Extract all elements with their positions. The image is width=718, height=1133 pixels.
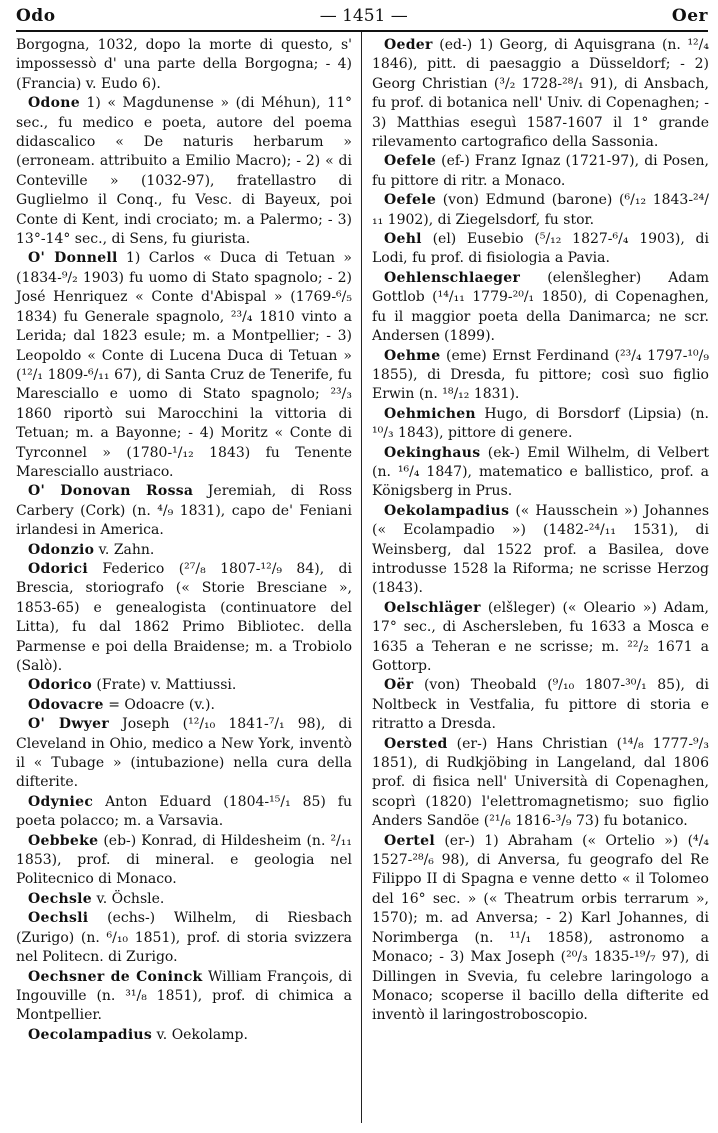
header-right-catchword: Oer [671, 6, 708, 26]
dictionary-entry [372, 152, 709, 191]
dictionary-entry [372, 735, 709, 832]
entry-text: v. Zahn. [94, 541, 155, 558]
entry-headword: Oekolampadius [384, 502, 510, 519]
dictionary-entry [16, 249, 352, 482]
dictionary-entry [372, 405, 709, 444]
dictionary-entry [16, 482, 352, 540]
entry-text: (von) Edmund (barone) (⁶/₁₂ 1843-²⁴/₁₁ 1902), di Ziegelsdorf, fu stor. [372, 192, 709, 228]
left-column [16, 36, 352, 1045]
entry-headword: Odyniec [28, 793, 94, 810]
dictionary-entry [372, 269, 709, 347]
entry-text: Federico (²⁷/₈ 1807-¹²/₉ 84), di Brescia, storiografo (« Storie Bresciane », 1853-65) e genealogista (continuatore del Litta), fu dal 1862 Primo Bibliotec. della Parmense e poi della Braidense; m. a Trobiolo (Salò). [16, 560, 352, 674]
entry-text: = Odoacre (v.). [103, 696, 215, 713]
entry-text: (echs-) Wilhelm, di Riesbach (Zurigo) (n. ⁶/₁₀ 1851), prof. di storia svizzera nel Politecn. di Zurigo. [16, 910, 352, 966]
entry-headword: Oehl [384, 231, 422, 248]
entry-headword: Oefele [384, 153, 437, 170]
entry-headword: Oecolampadius [28, 1026, 153, 1043]
dictionary-entry [16, 541, 352, 560]
entry-text: Borgogna, 1032, dopo la morte di questo, s' impossessò d' una parte della Borgogna; - 4) (Francia) v. Eudo 6). [16, 37, 352, 92]
dictionary-entry [16, 909, 352, 967]
entry-headword: Oefele [384, 192, 437, 209]
entry-headword: Oelschläger [384, 599, 481, 616]
entry-headword: O' Donovan Rossa [28, 483, 194, 500]
dictionary-entry [372, 676, 709, 734]
entry-headword: Oehlenschlaeger [384, 269, 521, 286]
entry-headword: Odorico [28, 677, 92, 694]
dictionary-entry [16, 36, 352, 94]
dictionary-entry [16, 696, 352, 715]
entry-headword: Oehme [384, 347, 441, 364]
dictionary-entry [372, 832, 709, 1026]
entry-headword: Oekinghaus [384, 444, 481, 461]
entry-headword: Oechsner de Coninck [28, 968, 203, 985]
dictionary-entry [372, 36, 709, 152]
entry-text: (ed-) 1) Georg, di Aquisgrana (n. ¹²/₄ 1846), pitt. di paesaggio a Düsseldorf; - 2) Georg Christian (³/₂ 1728-²⁸/₁ 91), di Ansbach, fu prof. di botanica nell' Univ. di Copenaghen; - 3) Matthias eseguì 1587-1607 il 1° grande rilevamento cartografico della Sassonia. [372, 37, 709, 151]
entry-text: (er-) 1) Abraham (« Ortelio ») (⁴/₄ 1527-²⁸/₆ 98), di Anversa, fu geografo del Re Filippo II di Spagna e venne detto « il Tolomeo del 16° sec. » (« Theatrum orbis terrarum », 1570); m. ad Anversa; - 2) Karl Johannes, di Norimberga (n. ¹¹/₁ 1858), astronomo a Monaco; - 3) Max Joseph (²⁰/₃ 1835-¹⁹/₇ 97), di Dillingen in Svevia, fu celebre laringologo a Monaco; scoperse il bacillo della difterite ed inventò il laringostroboscopio. [372, 832, 709, 1024]
dictionary-entry [16, 890, 352, 909]
entry-text: 1) Carlos « Duca di Tetuan » (1834-⁹/₂ 1903) fu uomo di Stato spagnolo; - 2) José Henriquez « Conte d'Abispal » (1769-⁶/₅ 1834) fu Generale spagnolo, ²³/₄ 1810 vinto a Lerida; dal 1823 esule; m. a Montpellier; - 3) Leopoldo « Conte di Lucena Duca di Tetuan » (¹²/₁ 1809-⁶/₁₁ 67), di Santa Cruz de Tenerife, fu Maresciallo e uomo di Stato spagnolo; ²³/₃ 1860 riportò sui Marocchini la vittoria di Tetuan; m. a Bayonne; - 4) Moritz « Conte di Tyrconnel » (1780-¹/₁₂ 1843) fu Tenente Maresciallo austriaco. [16, 250, 352, 480]
dictionary-entry [372, 347, 709, 405]
entry-headword: Odorici [28, 560, 88, 577]
entry-headword: Odovacre [28, 696, 104, 713]
entry-headword: Oertel [384, 832, 435, 849]
entry-headword: Oeder [384, 37, 433, 53]
dictionary-entry [372, 599, 709, 677]
dictionary-entry [16, 1026, 352, 1045]
dictionary-entry [16, 793, 352, 832]
entry-text: William François, di Ingouville (n. ³¹/₈ 1851), prof. di chimica a Montpellier. [16, 968, 352, 1024]
entry-headword: Oebbeke [28, 832, 99, 849]
dictionary-entry [16, 832, 352, 890]
dictionary-entry [16, 676, 352, 695]
right-column [372, 36, 709, 1026]
page-header [16, 2, 708, 32]
entry-text: (elenšlegher) Adam Gottlob (¹⁴/₁₁ 1779-²⁰/₁ 1850), di Copenaghen, fu il maggior poeta della Danimarca; ne scr. Andersen (1899). [372, 269, 709, 345]
entry-text: (ek-) Emil Wilhelm, di Velbert (n. ¹⁶/₄ 1847), matematico e ballistico, prof. a Königsberg in Prus. [372, 444, 709, 500]
entry-text: (von) Theobald (⁹/₁₀ 1807-³⁰/₁ 85), di Noltbeck in Vestfalia, fu pittore di storia e ritratto a Dresda. [372, 677, 709, 733]
entry-headword: Oehmichen [384, 405, 476, 422]
dictionary-entry [16, 560, 352, 676]
dictionary-entry [16, 94, 352, 249]
entry-text: (ef-) Franz Ignaz (1721-97), di Posen, fu pittore di ritr. a Monaco. [372, 153, 709, 189]
entry-text: Anton Eduard (1804-¹⁵/₁ 85) fu poeta polacco; m. a Varsavia. [16, 793, 352, 830]
entry-text: v. Öchsle. [92, 890, 165, 907]
entry-headword: Odone [28, 95, 80, 112]
entry-headword: Oersted [384, 735, 448, 752]
entry-text: (eb-) Konrad, di Hildesheim (n. ²/₁₁ 1853), prof. di mineral. e geologia nel Politecnico di Monaco. [16, 832, 352, 888]
dictionary-entry [372, 230, 709, 269]
entry-text: v. Oekolamp. [152, 1026, 248, 1043]
entry-text: (eme) Ernst Ferdinand (²³/₄ 1797-¹⁰/₉ 1855), di Dresda, fu pittore; così suo figlio Erwin (n. ¹⁸/₁₂ 1831). [372, 347, 709, 403]
entry-headword: Oechsle [28, 890, 93, 907]
entry-text: (elšleger) (« Oleario ») Adam, 17° sec., di Aschersleben, fu 1633 a Mosca e 1635 a Teheran e ne scrisse; m. ²²/₂ 1671 a Gottorp. [372, 599, 709, 674]
entry-text: 1) « Magdunense » (di Méhun), 11° sec., fu medico e poeta, autore del poema didascalico « De naturis herbarum » (erroneam. attribuito a Emilio Macro); - 2) « di Conteville » (1032-97), fratellastro di Guglielmo il Conq., fu Vesc. di Bayeux, poi Conte di Kent, indi crociato; m. a Palermo; - 3) 13°-14° sec., di Sens, fu giurista. [16, 95, 352, 248]
dictionary-entry [372, 502, 709, 599]
entry-text: (er-) Hans Christian (¹⁴/₈ 1777-⁹/₃ 1851), di Rudkjöbing in Langeland, dal 1806 prof. di fisica nell' Università di Copenaghen, scoprì (1820) l'elettromagnetismo; suo figlio Anders Sandöe (²¹/₆ 1816-³/₉ 73) fu botanico. [372, 735, 709, 830]
dictionary-entry [16, 968, 352, 1026]
entry-headword: Oechsli [28, 910, 89, 927]
entry-headword: Oër [384, 677, 414, 694]
column-divider [361, 32, 362, 1123]
dictionary-entry [372, 444, 709, 502]
header-left-catchword: Odo [16, 6, 56, 26]
entry-headword: O' Dwyer [28, 716, 109, 733]
dictionary-entry [372, 191, 709, 230]
entry-text: (Frate) v. Mattiussi. [91, 677, 237, 694]
entry-text: Hugo, di Borsdorf (Lipsia) (n. ¹⁰/₃ 1843), pittore di genere. [372, 405, 709, 442]
entry-text: (el) Eusebio (⁵/₁₂ 1827-⁶/₄ 1903), di Lodi, fu prof. di fisiologia a Pavia. [372, 231, 709, 267]
dictionary-entry [16, 715, 352, 793]
entry-text: (« Hausschein ») Johannes (« Ecolampadio ») (1482-²⁴/₁₁ 1531), di Weinsberg, dal 1522 prof. a Basilea, dove introdusse 1528 la Riforma; ne scrisse Herzog (1843). [372, 502, 709, 597]
entry-text: Jeremiah, di Ross Carbery (Cork) (n. ⁴/₉ 1831), capo de' Feniani irlandesi in America. [16, 483, 353, 539]
entry-headword: O' Donnell [28, 250, 118, 267]
entry-text: Joseph (¹²/₁₀ 1841-⁷/₁ 98), di Cleveland in Ohio, medico a New York, inventò il « Tubage » (intubazione) nella cura della difterite. [16, 716, 352, 791]
entry-headword: Odonzio [28, 541, 95, 558]
page-number: — 1451 — [319, 6, 408, 26]
